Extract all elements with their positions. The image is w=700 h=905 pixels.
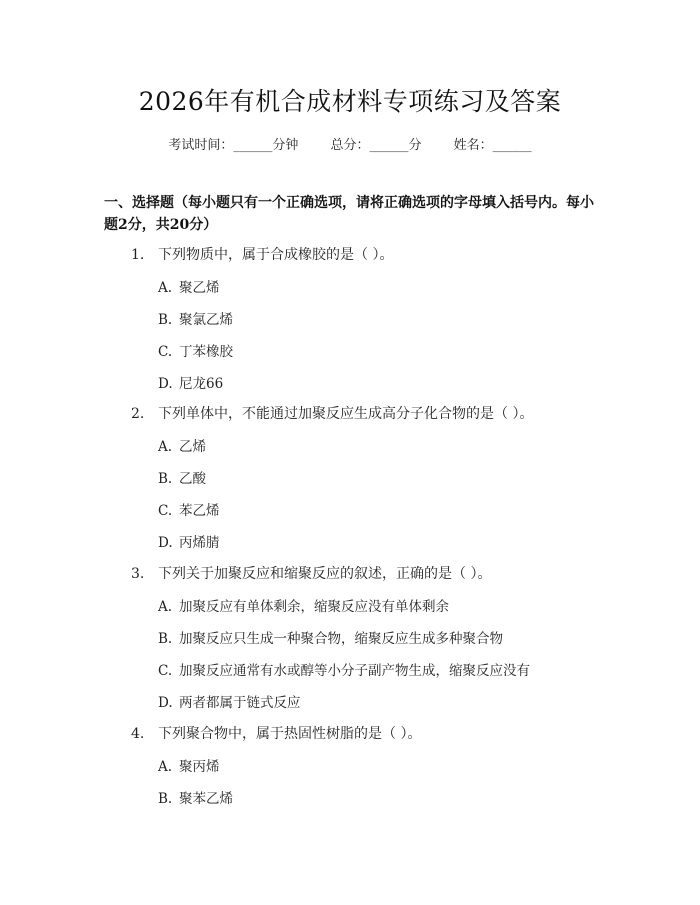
option-text: 聚氯乙烯 bbox=[179, 312, 233, 328]
question-1-option-a bbox=[158, 276, 220, 296]
option-letter: D. bbox=[158, 695, 173, 711]
question-text: 下列聚合物中，属于热固性树脂的是（ ）。 bbox=[158, 726, 422, 742]
option-letter: B. bbox=[158, 312, 173, 328]
question-3-option-b bbox=[158, 627, 503, 647]
option-text: 聚丙烯 bbox=[179, 759, 220, 775]
option-letter: D. bbox=[158, 376, 173, 392]
question-4-option-b bbox=[158, 787, 233, 807]
question-3-option-c bbox=[158, 659, 530, 679]
question-text: 下列物质中，属于合成橡胶的是（ ）。 bbox=[158, 247, 394, 263]
exam-meta-line bbox=[0, 134, 700, 153]
exam-time-field: 考试时间：______分钟 bbox=[168, 138, 299, 153]
question-3 bbox=[131, 563, 491, 583]
option-letter: B. bbox=[158, 791, 173, 807]
option-text: 尼龙66 bbox=[179, 376, 224, 392]
option-letter: C. bbox=[158, 663, 173, 679]
option-letter: A. bbox=[158, 759, 173, 775]
option-letter: A. bbox=[158, 599, 173, 615]
option-text: 苯乙烯 bbox=[179, 503, 220, 519]
question-1-option-d bbox=[158, 372, 223, 392]
question-3-option-d bbox=[158, 691, 301, 711]
option-text: 加聚反应通常有水或醇等小分子副产物生成，缩聚反应没有 bbox=[179, 663, 530, 679]
option-letter: D. bbox=[158, 535, 173, 551]
option-text: 加聚反应只生成一种聚合物，缩聚反应生成多种聚合物 bbox=[179, 631, 503, 647]
name-field: 姓名：______ bbox=[453, 138, 532, 153]
question-3-option-a bbox=[158, 595, 449, 615]
question-1 bbox=[131, 244, 393, 264]
question-number: 2. bbox=[131, 406, 145, 422]
option-letter: C. bbox=[158, 503, 173, 519]
document-title: 2026年有机合成材料专项练习及答案 bbox=[138, 87, 562, 116]
question-4-option-a bbox=[158, 755, 220, 775]
question-number: 3. bbox=[131, 566, 145, 582]
option-text: 加聚反应有单体剩余，缩聚反应没有单体剩余 bbox=[179, 599, 449, 615]
option-text: 聚乙烯 bbox=[179, 280, 220, 296]
option-text: 两者都属于链式反应 bbox=[179, 695, 301, 711]
question-2-option-a bbox=[158, 435, 206, 455]
option-text: 丙烯腈 bbox=[179, 535, 220, 551]
question-2-option-b bbox=[158, 467, 206, 487]
question-2 bbox=[131, 403, 533, 423]
total-score-field: 总分：______分 bbox=[330, 138, 422, 153]
option-letter: C. bbox=[158, 344, 173, 360]
option-letter: B. bbox=[158, 631, 173, 647]
option-letter: B. bbox=[158, 471, 173, 487]
option-letter: A. bbox=[158, 439, 173, 455]
option-text: 丁苯橡胶 bbox=[179, 344, 233, 360]
question-number: 1. bbox=[131, 247, 145, 263]
option-letter: A. bbox=[158, 280, 173, 296]
question-1-option-c bbox=[158, 340, 233, 360]
question-text: 下列关于加聚反应和缩聚反应的叙述，正确的是（ ）。 bbox=[158, 566, 492, 582]
option-text: 聚苯乙烯 bbox=[179, 791, 233, 807]
question-text: 下列单体中，不能通过加聚反应生成高分子化合物的是（ ）。 bbox=[158, 406, 534, 422]
question-1-option-b bbox=[158, 308, 233, 328]
section-heading: 一、选择题（每小题只有一个正确选项，请将正确选项的字母填入括号内。每小题2分，共20分） bbox=[104, 195, 594, 233]
option-text: 乙酸 bbox=[179, 471, 206, 487]
option-text: 乙烯 bbox=[179, 439, 206, 455]
question-2-option-d bbox=[158, 531, 220, 551]
question-4 bbox=[131, 723, 421, 743]
question-2-option-c bbox=[158, 499, 220, 519]
question-number: 4. bbox=[131, 726, 145, 742]
